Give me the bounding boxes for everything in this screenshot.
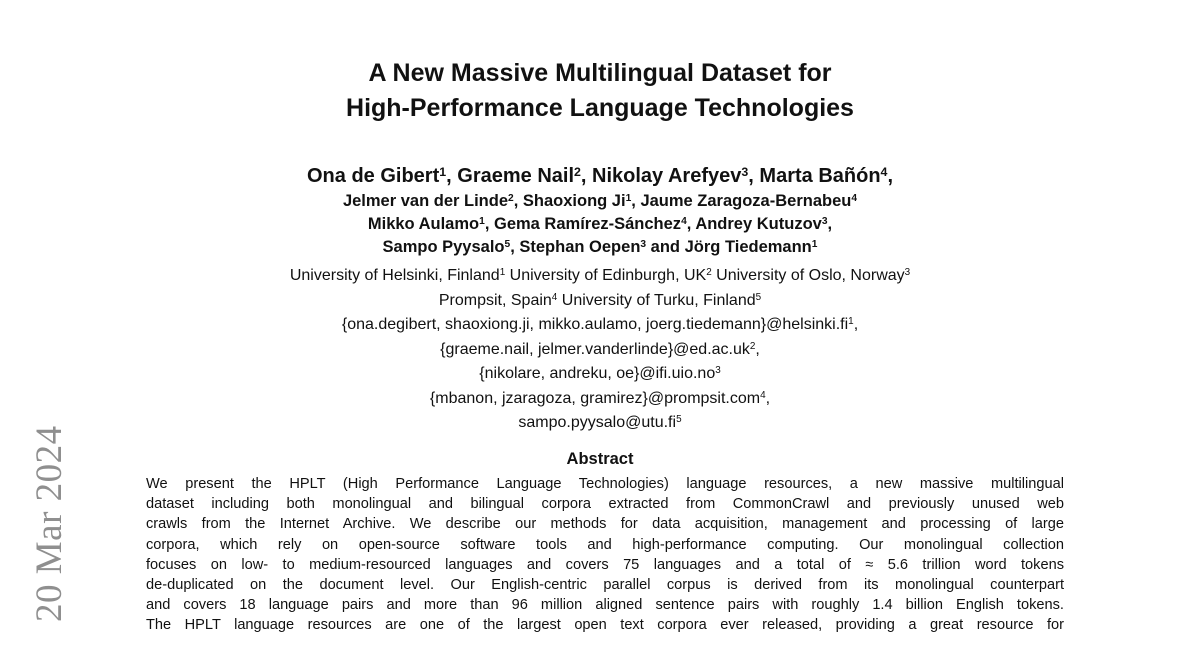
email-line	[0, 313, 1200, 338]
email-line	[0, 387, 1200, 412]
author-name: Marta Bañón	[759, 165, 881, 187]
abstract-line: focuses on low- to medium-resourced languages and covers 75 languages and a total of ≈ 5.6 trillion word tokens	[146, 556, 1064, 573]
email-line	[0, 362, 1200, 387]
separator: ,	[748, 165, 760, 187]
author-name: Jelmer van der Linde	[342, 192, 509, 210]
email-text: {graeme.nail, jelmer.vanderlinde}@ed.ac.uk	[440, 340, 750, 358]
affiliation-marker: 5	[676, 414, 682, 426]
abstract-heading: Abstract	[566, 450, 634, 468]
separator: ,	[446, 165, 458, 187]
abstract-line: corpora, which rely on open-source software tools and high-performance computing. Our monolingual collection	[146, 536, 1064, 553]
email-line	[0, 411, 1200, 436]
affiliation-marker: 1	[439, 164, 447, 179]
author-name: Nikolay Arefyev	[592, 165, 742, 187]
author-line	[0, 190, 1200, 213]
affiliation-marker: 4	[760, 389, 766, 401]
separator: ,	[580, 165, 593, 187]
affiliation-marker: 3	[904, 267, 911, 279]
affiliation-marker: 4	[681, 215, 687, 227]
separator: and	[646, 238, 685, 256]
author-line	[0, 236, 1200, 259]
affiliation-text: University of Turku, Finland	[561, 291, 756, 309]
separator: ,	[631, 192, 641, 210]
affiliation-marker: 2	[749, 340, 756, 352]
author-name: Jörg Tiedemann	[684, 238, 812, 256]
abstract-line: We present the HPLT (High Performance Language Technologies) language resources, a new massive multilingual	[146, 476, 1064, 492]
author-name: Jaume Zaragoza-Bernabeu	[640, 192, 852, 210]
email-text: sampo.pyysalo@utu.fi	[518, 414, 677, 431]
email-text: {nikolare, andreku, oe}@ifi.uio.no	[479, 365, 716, 382]
author-name: Shaoxiong Ji	[522, 192, 626, 210]
email-text: {ona.degibert, shaoxiong.ji, mikko.aulamo, joerg.tiedemann}@helsinki.fi	[341, 316, 849, 333]
paper-title	[0, 56, 1200, 126]
title-line-1: A New Massive Multilingual Dataset for	[368, 59, 832, 87]
author-name: Stephan Oepen	[519, 238, 641, 256]
abstract-line: crawls from the Internet Archive. We describe our methods for data acquisition, management and processing of large	[146, 516, 1064, 533]
separator: ,	[887, 165, 893, 187]
separator: ,	[853, 316, 859, 333]
affiliation-text: University of Oslo, Norway	[716, 267, 905, 284]
separator: ,	[484, 215, 494, 233]
affiliation-text: University of Edinburgh, UK	[509, 267, 707, 284]
abstract-line: and covers 18 language pairs and more than 96 million aligned sentence pairs with roughly 1.4 billion English tokens.	[146, 597, 1064, 614]
author-list	[0, 162, 1200, 259]
affiliation-marker: 2	[508, 192, 514, 204]
affiliation-marker: 4	[851, 192, 858, 204]
affiliation-marker: 3	[741, 164, 749, 179]
separator: ,	[686, 215, 696, 233]
arxiv-date-stamp: 20 Mar 2024	[29, 425, 70, 622]
affiliations-block	[0, 264, 1200, 436]
author-name: Andrey Kutuzov	[695, 215, 822, 233]
affiliation-marker: 3	[640, 238, 647, 250]
affiliation-marker: 5	[755, 291, 762, 303]
author-name: Graeme Nail	[457, 165, 574, 187]
abstract-line: The HPLT language resources are one of the largest open text corpora ever released, providing a great resource for	[146, 617, 1064, 634]
affiliation-marker: 3	[821, 215, 828, 227]
abstract-body	[146, 474, 1064, 636]
affiliation-line	[0, 289, 1200, 314]
separator: ,	[765, 389, 771, 407]
affiliation-marker: 2	[706, 267, 712, 279]
author-name: Sampo Pyysalo	[382, 238, 505, 256]
affiliation-marker: 1	[848, 316, 854, 328]
affiliation-marker: 2	[574, 164, 581, 179]
affiliation-marker: 1	[811, 238, 818, 250]
separator: ,	[510, 238, 520, 256]
affiliation-marker: 1	[625, 192, 632, 204]
abstract-line: dataset including both monolingual and bilingual corpora extracted from CommonCrawl and previously unused web	[146, 496, 1064, 513]
affiliation-text: University of Helsinki, Finland	[289, 267, 500, 284]
author-line	[0, 162, 1200, 190]
separator: ,	[827, 215, 833, 233]
abstract-line: de-duplicated on the document level. Our English-centric parallel corpus is derived from its monolingual counterpart	[146, 577, 1064, 594]
author-name: Gema Ramírez-Sánchez	[493, 215, 682, 233]
affiliation-marker: 5	[504, 238, 511, 250]
affiliation-marker: 4	[551, 291, 558, 303]
title-line-2: High-Performance Language Technologies	[346, 94, 854, 122]
separator: ,	[755, 340, 760, 358]
author-name: Mikko Aulamo	[367, 215, 480, 233]
affiliation-marker: 1	[479, 215, 485, 227]
email-line	[0, 338, 1200, 363]
affiliation-marker: 1	[499, 267, 506, 279]
affiliation-marker: 3	[715, 365, 721, 377]
separator: ,	[513, 192, 523, 210]
author-line	[0, 213, 1200, 236]
affiliation-text: Prompsit, Spain	[438, 291, 552, 309]
author-name: Ona de Gibert	[306, 165, 440, 187]
affiliation-line	[0, 264, 1200, 289]
affiliation-marker: 4	[880, 164, 888, 179]
email-text: {mbanon, jzaragoza, gramirez}@prompsit.com	[429, 389, 761, 407]
